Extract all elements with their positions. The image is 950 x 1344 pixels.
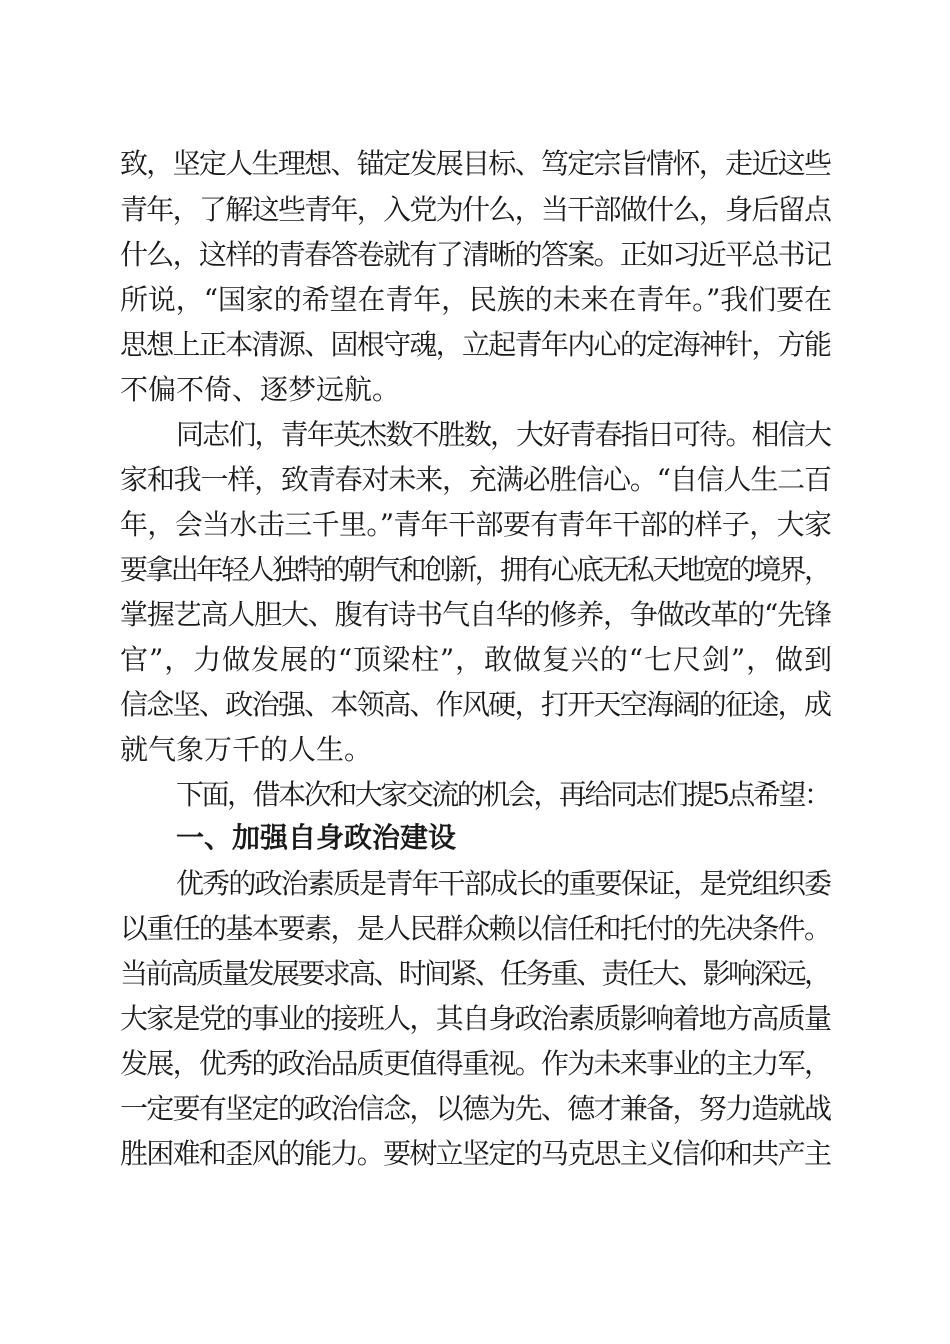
text-line: 掌握艺高人胆大、腹有诗书气自华的修养，争做改革的“先锋 <box>120 598 831 631</box>
text-line: 要拿出年轻人独特的朝气和创新，拥有心底无私天地宽的境界， <box>120 553 830 586</box>
text-line: 以重任的基本要素，是人民群众赖以信任和托付的先决条件。 <box>120 912 831 945</box>
paragraph-first-line: 优秀的政治素质是青年干部成长的重要保证，是党组织委 <box>176 867 831 900</box>
text-line: 所说，“国家的希望在青年，民族的未来在青年。”我们要在 <box>120 283 832 316</box>
text-line: 一定要有坚定的政治信念，以德为先、德才兼备，努力造就战 <box>120 1092 831 1125</box>
text-line: 年，会当水击三千里。”青年干部要有青年干部的样子，大家 <box>120 508 832 541</box>
text-line: 青年，了解这些青年，入党为什么，当干部做什么，身后留点 <box>120 193 831 226</box>
text-line: 胜困难和歪风的能力。要树立坚定的马克思主义信仰和共产主 <box>120 1137 831 1170</box>
text-line: 思想上正本清源、固根守魂，立起青年内心的定海神针，方能 <box>120 328 831 361</box>
text-line: 信念坚、政治强、本领高、作风硬，打开天空海阔的征途，成 <box>120 688 831 721</box>
paragraph-first-line: 同志们，青年英杰数不胜数，大好青春指日可待。相信大 <box>176 418 831 451</box>
paragraph-first-line: 下面，借本次和大家交流的机会，再给同志们提5点希望： <box>176 778 830 811</box>
text-line: 不偏不倚、逐梦远航。 <box>120 373 401 406</box>
text-line: 大家是党的事业的接班人，其自身政治素质影响着地方高质量 <box>120 1002 831 1035</box>
section-heading: 一、加强自身政治建设 <box>176 821 457 854</box>
text-line: 什么，这样的青春答卷就有了清晰的答案。正如习近平总书记 <box>120 238 831 271</box>
text-line: 发展，优秀的政治品质更值得重视。作为未来事业的主力军， <box>120 1047 831 1080</box>
text-line: 就气象万千的人生。 <box>120 733 373 766</box>
text-line: 当前高质量发展要求高、时间紧、任务重、责任大、影响深远， <box>120 957 830 990</box>
text-line: 家和我一样，致青春对未来，充满必胜信心。“自信人生二百 <box>120 463 831 496</box>
text-line: 致，坚定人生理想、锚定发展目标、笃定宗旨情怀，走近这些 <box>120 147 831 180</box>
text-line: 官”，力做发展的“顶梁柱”，敢做复兴的“七尺剑”，做到 <box>120 643 833 676</box>
